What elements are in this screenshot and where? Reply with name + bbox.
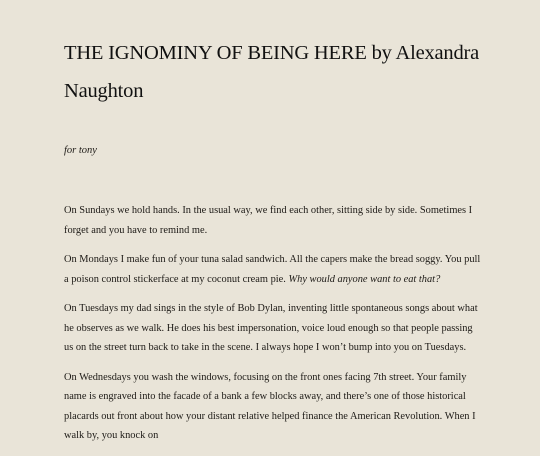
dedication: for tony [64,145,97,156]
paragraph [64,201,484,240]
title-text: THE IGNOMINY OF BEING HERE [64,42,367,64]
byline: by Alexandra Naughton [64,42,480,102]
article-title [64,34,484,110]
paragraph-italic-text: Why would anyone want to eat that? [288,273,441,285]
paragraph-text: On Wednesdays you wash the windows, focusing on the front ones facing 7th street. Your family name is engraved into the facade of a bank a few blocks away, and there’s one of those historical placards out front about how your distant relative helped finance the American Revolution. When I walk by, you knock on [64,371,476,441]
paragraph-text: On Sundays we hold hands. In the usual way, we find each other, sitting side by side. Sometimes I forget and you have to remind me. [64,205,473,236]
paragraph [64,250,484,289]
article-body [64,201,484,446]
paragraph-text: On Mondays I make fun of your tuna salad sandwich. All the capers make the bread soggy. You pull a poison control stickerface at my coconut cream pie. [64,254,481,285]
paragraph [64,299,484,358]
article [64,34,484,456]
paragraph [64,368,484,446]
paragraph-text: On Tuesdays my dad sings in the style of Bob Dylan, inventing little spontaneous songs about what he observes as we walk. He does his best impersonation, voice loud enough so that people passing us on the street turn back to take in the scene. I always hope I won’t bump into you on Tuesdays. [64,303,478,353]
